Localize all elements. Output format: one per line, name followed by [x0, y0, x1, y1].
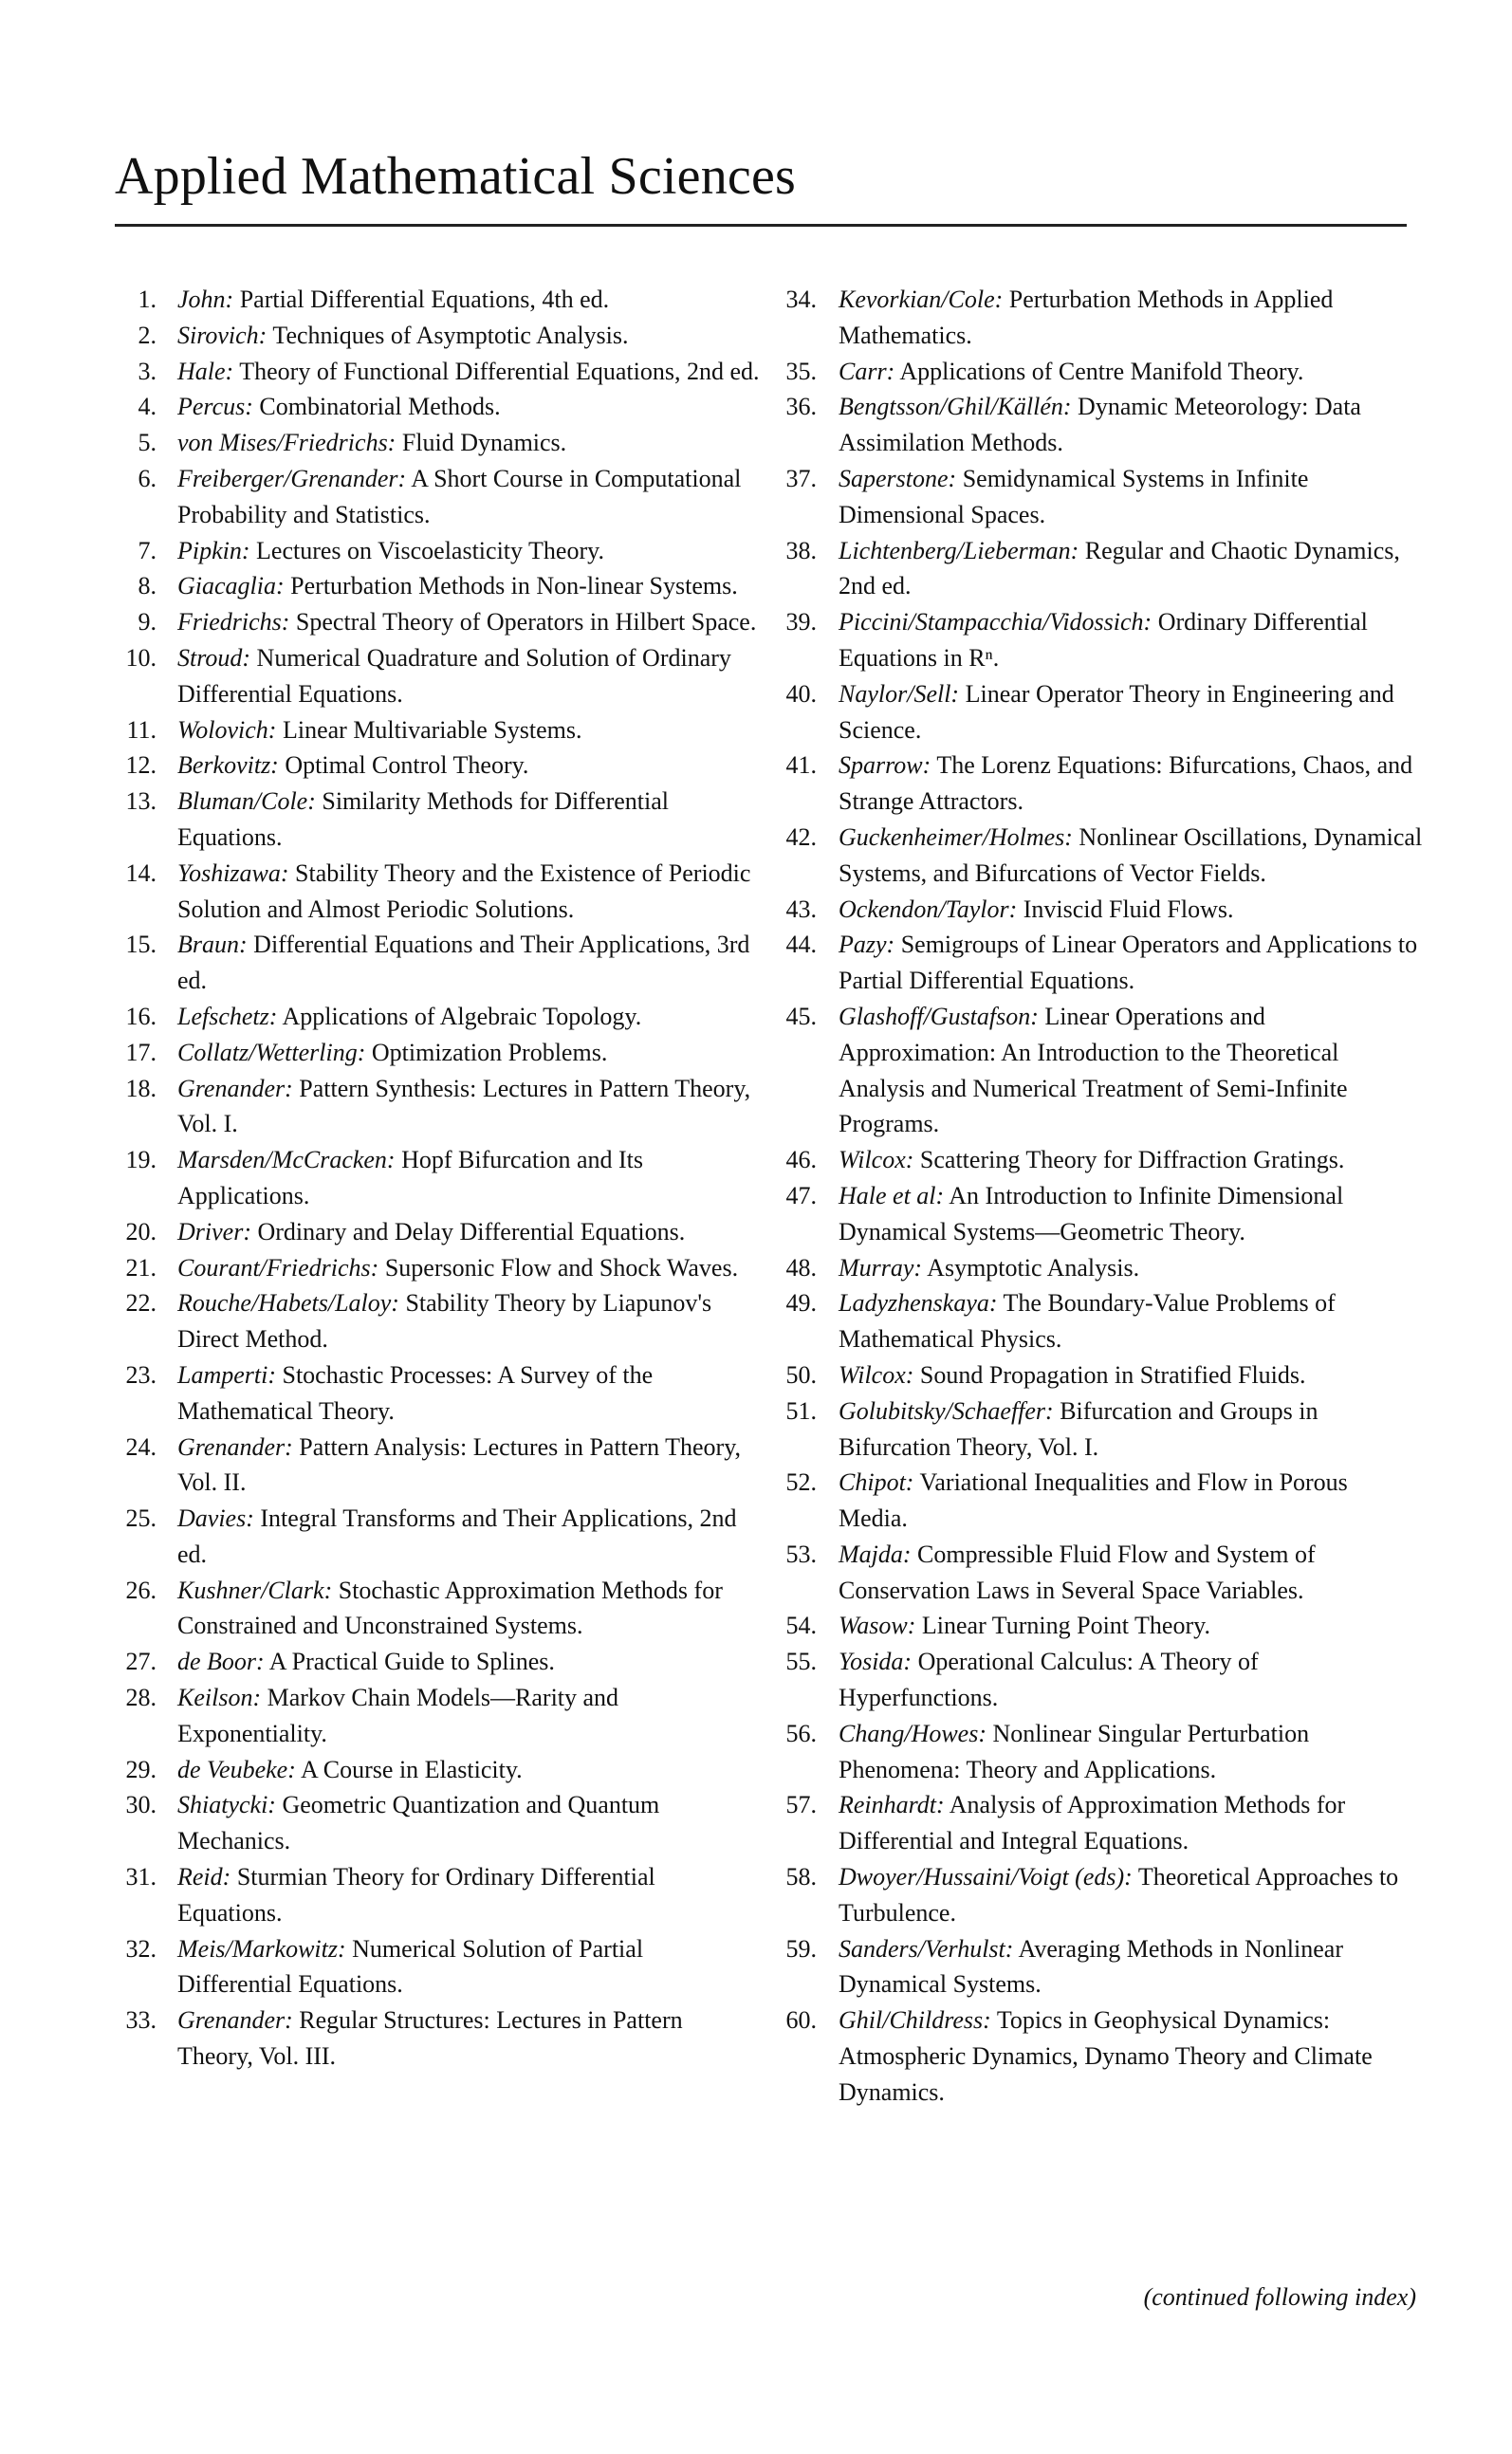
- entry-number: 50.: [785, 1360, 817, 1389]
- series-entry: [115, 1357, 760, 1430]
- series-entry: [115, 389, 760, 425]
- entry-number: 43.: [785, 895, 817, 923]
- entry-title: Semigroups of Linear Operators and Applications to Partial Differential Equations.: [839, 931, 1418, 995]
- series-entry: [115, 1250, 760, 1286]
- series-entry: [768, 892, 1423, 928]
- entry-title: Optimal Control Theory.: [285, 751, 529, 780]
- entry-number: 44.: [785, 931, 817, 959]
- entry-author: Lefschetz:: [177, 1002, 278, 1030]
- entry-number: 48.: [785, 1253, 817, 1282]
- entry-title: Linear Operations and Approximation: An Introduction to the Theoretical Analysis and Numerical Treatment of Semi-Infinite Programs.: [839, 1002, 1348, 1138]
- entry-title: Applications of Algebraic Topology.: [282, 1002, 642, 1030]
- series-entry: [115, 604, 760, 640]
- entry-author: Naylor/Sell:: [839, 679, 960, 708]
- entry-title: A Short Course in Computational Probability and Statistics.: [177, 464, 742, 528]
- entry-author: Reinhardt:: [839, 1791, 945, 1819]
- entry-author: Wilcox:: [839, 1360, 914, 1389]
- entry-author: Chipot:: [839, 1468, 914, 1497]
- series-entry: [115, 1142, 760, 1214]
- entry-author: Berkovitz:: [177, 751, 279, 780]
- series-entry: [768, 1644, 1423, 1716]
- entry-number: 34.: [785, 286, 817, 313]
- series-entry: [768, 354, 1423, 390]
- entry-title: Stability Theory and the Existence of Periodic Solution and Almost Periodic Solutions.: [177, 858, 751, 923]
- entry-author: Giacaglia:: [177, 572, 285, 600]
- series-entry: [768, 1285, 1423, 1357]
- series-entry: [768, 927, 1423, 999]
- series-entry: [768, 1357, 1423, 1393]
- entry-title: Linear Multivariable Systems.: [282, 715, 582, 744]
- entry-number: 36.: [785, 393, 817, 421]
- entry-author: Shiatycki:: [177, 1791, 276, 1819]
- series-entry: [768, 676, 1423, 748]
- entry-title: Spectral Theory of Operators in Hilbert Space.: [295, 608, 757, 637]
- entry-author: Driver:: [177, 1217, 251, 1245]
- entry-number: 12.: [125, 751, 157, 780]
- entry-author: Ladyzhenskaya:: [839, 1289, 998, 1318]
- entry-title: Numerical Solution of Partial Differential Equations.: [177, 1934, 644, 1999]
- entry-author: Davies:: [177, 1504, 254, 1533]
- series-entry: [768, 1716, 1423, 1788]
- series-entry: [768, 604, 1423, 676]
- entry-author: Hale:: [177, 357, 234, 385]
- page-title: Applied Mathematical Sciences: [115, 147, 796, 206]
- entry-author: Friedrichs:: [177, 608, 290, 637]
- series-entry: [115, 747, 760, 784]
- entry-number: 60.: [785, 2006, 817, 2035]
- entry-title: Sturmian Theory for Ordinary Differential Equations.: [177, 1863, 655, 1927]
- entry-author: de Boor:: [177, 1648, 265, 1676]
- entry-title: Stochastic Processes: A Survey of the Mathematical Theory.: [177, 1360, 654, 1425]
- entry-number: 41.: [785, 751, 817, 780]
- entry-number: 22.: [125, 1289, 157, 1318]
- entry-title: Sound Propagation in Stratified Fluids.: [919, 1360, 1306, 1389]
- entry-title: Dynamic Meteorology: Data Assimilation Methods.: [839, 393, 1361, 457]
- entry-author: Ghil/Childress:: [839, 2006, 991, 2035]
- entry-title: The Lorenz Equations: Bifurcations, Chaos, and Strange Attractors.: [839, 751, 1413, 816]
- series-entry: [115, 425, 760, 461]
- series-entry: [768, 461, 1423, 533]
- entry-author: Sparrow:: [839, 751, 931, 780]
- entry-title: Analysis of Approximation Methods for Differential and Integral Equations.: [839, 1791, 1346, 1855]
- entry-title: Bifurcation and Groups in Bifurcation Theory, Vol. I.: [839, 1396, 1318, 1461]
- entry-number: 40.: [785, 679, 817, 708]
- series-entry: [768, 1859, 1423, 1931]
- series-entry: [768, 282, 1423, 354]
- entry-title: Optimization Problems.: [371, 1038, 608, 1066]
- entry-author: Marsden/McCracken:: [177, 1146, 396, 1174]
- entry-title: Pattern Analysis: Lectures in Pattern Theory, Vol. II.: [177, 1432, 742, 1497]
- entry-number: 27.: [125, 1648, 157, 1676]
- series-entry: [768, 389, 1423, 461]
- series-entry: [115, 1787, 760, 1859]
- entry-number: 18.: [125, 1074, 157, 1102]
- entry-number: 32.: [125, 1934, 157, 1963]
- series-entry: [768, 2002, 1423, 2110]
- entry-number: 20.: [125, 1217, 157, 1245]
- series-entry: [115, 640, 760, 712]
- series-entry: [115, 712, 760, 748]
- entry-title: Fluid Dynamics.: [401, 429, 567, 457]
- entry-number: 33.: [125, 2006, 157, 2035]
- entry-title: Ordinary and Delay Differential Equations.: [257, 1217, 686, 1245]
- entry-title: Nonlinear Singular Perturbation Phenomena: Theory and Applications.: [839, 1719, 1310, 1783]
- series-entry: [115, 2002, 760, 2075]
- entry-number: 52.: [785, 1468, 817, 1497]
- entry-title: Partial Differential Equations, 4th ed.: [239, 286, 610, 313]
- entry-author: Grenander:: [177, 1432, 293, 1461]
- entry-number: 24.: [125, 1432, 157, 1461]
- entry-title: Integral Transforms and Their Applications, 2nd ed.: [177, 1504, 737, 1568]
- entry-author: Majda:: [839, 1540, 912, 1568]
- entry-number: 25.: [125, 1504, 157, 1533]
- series-list-right: [768, 282, 1423, 2111]
- entry-title: Numerical Quadrature and Solution of Ordinary Differential Equations.: [177, 643, 731, 708]
- entry-number: 14.: [125, 858, 157, 887]
- series-entry: [115, 999, 760, 1035]
- series-list-left: [115, 282, 760, 2075]
- entry-title: Inviscid Fluid Flows.: [1023, 895, 1234, 923]
- entry-author: Yoshizawa:: [177, 858, 289, 887]
- series-entry: [115, 1285, 760, 1357]
- entry-number: 10.: [125, 643, 157, 672]
- entry-author: Chang/Howes:: [839, 1719, 986, 1747]
- entry-title: Ordinary Differential Equations in Rⁿ.: [839, 608, 1368, 672]
- entry-number: 45.: [785, 1002, 817, 1030]
- entry-title: Techniques of Asymptotic Analysis.: [272, 321, 629, 349]
- entry-title: Compressible Fluid Flow and System of Conservation Laws in Several Space Variables.: [839, 1540, 1316, 1604]
- series-entry: [115, 1644, 760, 1680]
- entry-number: 11.: [126, 715, 157, 744]
- continuation-note: (continued following index): [1143, 2283, 1416, 2311]
- entry-title: Regular Structures: Lectures in Pattern Theory, Vol. III.: [177, 2006, 683, 2071]
- series-entry: [115, 1214, 760, 1250]
- entry-author: Rouche/Habets/Laloy:: [177, 1289, 399, 1318]
- entry-title: Scattering Theory for Diffraction Gratings.: [919, 1146, 1345, 1174]
- entry-title: Topics in Geophysical Dynamics: Atmospheric Dynamics, Dynamo Theory and Climate Dynamics.: [839, 2006, 1373, 2106]
- entry-author: Percus:: [177, 393, 253, 421]
- entry-number: 39.: [785, 608, 817, 637]
- entry-number: 3.: [138, 357, 157, 385]
- entry-title: Markov Chain Models—Rarity and Exponentiality.: [177, 1684, 619, 1747]
- series-entry: [768, 1931, 1423, 2003]
- series-entry: [115, 1035, 760, 1071]
- series-entry: [115, 568, 760, 604]
- entry-number: 57.: [785, 1791, 817, 1819]
- entry-author: Wolovich:: [177, 715, 277, 744]
- entry-title: Pattern Synthesis: Lectures in Pattern Theory, Vol. I.: [177, 1074, 751, 1138]
- entry-author: Sirovich:: [177, 321, 267, 349]
- entry-author: Stroud:: [177, 643, 251, 672]
- series-entry: [768, 1537, 1423, 1609]
- entry-title: Variational Inequalities and Flow in Porous Media.: [839, 1468, 1348, 1533]
- entry-author: Wasow:: [839, 1612, 916, 1640]
- entry-title: Perturbation Methods in Applied Mathematics.: [839, 286, 1334, 349]
- entry-number: 38.: [785, 536, 817, 564]
- series-entry: [768, 1787, 1423, 1859]
- entry-title: Hopf Bifurcation and Its Applications.: [177, 1146, 643, 1209]
- entry-author: Collatz/Wetterling:: [177, 1038, 366, 1066]
- entry-author: Reid:: [177, 1863, 231, 1891]
- series-entry: [768, 820, 1423, 892]
- series-entry: [115, 927, 760, 999]
- entry-author: Lichtenberg/Lieberman:: [839, 536, 1079, 564]
- entry-number: 35.: [785, 357, 817, 385]
- entry-number: 4.: [138, 393, 157, 421]
- entry-title: Stochastic Approximation Methods for Constrained and Unconstrained Systems.: [177, 1576, 723, 1640]
- entry-author: von Mises/Friedrichs:: [177, 429, 396, 457]
- series-entry: [115, 461, 760, 533]
- entry-author: Murray:: [839, 1253, 923, 1282]
- series-entry: [768, 747, 1423, 820]
- entry-number: 46.: [785, 1146, 817, 1174]
- series-entry: [115, 533, 760, 569]
- entry-author: Piccini/Stampacchia/Vidossich:: [839, 608, 1152, 637]
- entry-title: The Boundary-Value Problems of Mathematical Physics.: [839, 1289, 1336, 1354]
- entry-author: Dwoyer/Hussaini/Voigt (eds):: [839, 1863, 1133, 1891]
- entry-author: Sanders/Verhulst:: [839, 1934, 1014, 1963]
- series-entry: [768, 1142, 1423, 1178]
- entry-author: Hale et al:: [839, 1181, 945, 1209]
- entry-author: Yosida:: [839, 1648, 913, 1676]
- series-entry: [115, 1071, 760, 1143]
- entry-title: Semidynamical Systems in Infinite Dimensional Spaces.: [839, 464, 1309, 528]
- entry-number: 8.: [138, 572, 157, 600]
- series-entry: [115, 318, 760, 354]
- entry-author: Freiberger/Grenander:: [177, 464, 407, 492]
- entry-title: Linear Operator Theory in Engineering and Science.: [839, 679, 1394, 744]
- series-entry: [115, 1859, 760, 1931]
- entry-title: Asymptotic Analysis.: [927, 1253, 1140, 1282]
- entry-title: Linear Turning Point Theory.: [921, 1612, 1210, 1640]
- entry-title: Perturbation Methods in Non-linear Systems.: [290, 572, 738, 600]
- entry-number: 19.: [125, 1146, 157, 1174]
- series-entry: [768, 999, 1423, 1142]
- entry-title: Nonlinear Oscillations, Dynamical Systems, and Bifurcations of Vector Fields.: [839, 822, 1423, 887]
- entry-author: Courant/Friedrichs:: [177, 1253, 379, 1282]
- entry-title: A Course in Elasticity.: [300, 1755, 523, 1783]
- entry-author: Golubitsky/Schaeffer:: [839, 1396, 1054, 1425]
- entry-number: 7.: [138, 536, 157, 564]
- entry-author: Grenander:: [177, 2006, 293, 2035]
- entry-title: Similarity Methods for Differential Equations.: [177, 787, 669, 851]
- series-entry: [115, 354, 760, 390]
- entry-title: Differential Equations and Their Applications, 3rd ed.: [177, 931, 750, 995]
- entry-number: 54.: [785, 1612, 817, 1640]
- entry-number: 16.: [125, 1002, 157, 1030]
- entry-author: Grenander:: [177, 1074, 293, 1102]
- entry-number: 6.: [138, 464, 157, 492]
- entry-title: Theoretical Approaches to Turbulence.: [839, 1863, 1399, 1927]
- series-entry: [768, 1250, 1423, 1286]
- entry-title: Averaging Methods in Nonlinear Dynamical Systems.: [839, 1934, 1343, 1999]
- entry-author: de Veubeke:: [177, 1755, 296, 1783]
- entry-number: 17.: [125, 1038, 157, 1066]
- entry-number: 42.: [785, 822, 817, 851]
- entry-author: Kevorkian/Cole:: [839, 286, 1004, 313]
- entry-author: John:: [177, 286, 234, 313]
- entry-number: 58.: [785, 1863, 817, 1891]
- entry-number: 2.: [138, 321, 157, 349]
- entry-number: 15.: [125, 931, 157, 959]
- entry-number: 5.: [138, 429, 157, 457]
- entry-number: 13.: [125, 787, 157, 816]
- entry-number: 59.: [785, 1934, 817, 1963]
- series-entry: [115, 1573, 760, 1645]
- entry-number: 55.: [785, 1648, 817, 1676]
- entry-number: 28.: [125, 1684, 157, 1712]
- entry-number: 53.: [785, 1540, 817, 1568]
- entry-title: Supersonic Flow and Shock Waves.: [384, 1253, 739, 1282]
- series-entry: [115, 282, 760, 318]
- entry-number: 47.: [785, 1181, 817, 1209]
- entry-title: Operational Calculus: A Theory of Hyperfunctions.: [839, 1648, 1259, 1712]
- entry-title: Regular and Chaotic Dynamics, 2nd ed.: [839, 536, 1400, 600]
- series-entry: [768, 533, 1423, 605]
- series-entry: [115, 784, 760, 856]
- entry-author: Glashoff/Gustafson:: [839, 1002, 1039, 1030]
- entry-number: 51.: [785, 1396, 817, 1425]
- entry-author: Kushner/Clark:: [177, 1576, 333, 1604]
- entry-author: Saperstone:: [839, 464, 957, 492]
- entry-number: 9.: [138, 608, 157, 637]
- entry-title: Geometric Quantization and Quantum Mechanics.: [177, 1791, 660, 1855]
- entry-author: Guckenheimer/Holmes:: [839, 822, 1073, 851]
- entry-number: 56.: [785, 1719, 817, 1747]
- series-entry: [115, 1501, 760, 1573]
- series-entry: [115, 1931, 760, 2003]
- series-entry: [768, 1178, 1423, 1250]
- entry-number: 49.: [785, 1289, 817, 1318]
- entry-author: Keilson:: [177, 1684, 262, 1712]
- entry-number: 31.: [125, 1863, 157, 1891]
- entry-author: Pipkin:: [177, 536, 250, 564]
- series-entry: [115, 1680, 760, 1752]
- entry-number: 23.: [125, 1360, 157, 1389]
- entry-author: Bengtsson/Ghil/Källén:: [839, 393, 1072, 421]
- entry-number: 30.: [125, 1791, 157, 1819]
- series-entry: [768, 1393, 1423, 1466]
- entry-author: Ockendon/Taylor:: [839, 895, 1018, 923]
- series-entry: [115, 856, 760, 928]
- entry-title: Combinatorial Methods.: [259, 393, 501, 421]
- entry-title: Applications of Centre Manifold Theory.: [899, 357, 1304, 385]
- entry-title: A Practical Guide to Splines.: [268, 1648, 555, 1676]
- entry-number: 26.: [125, 1576, 157, 1604]
- entry-author: Lamperti:: [177, 1360, 276, 1389]
- entry-author: Wilcox:: [839, 1146, 914, 1174]
- entry-title: Lectures on Viscoelasticity Theory.: [256, 536, 604, 564]
- entry-author: Braun:: [177, 931, 248, 959]
- series-entry: [768, 1608, 1423, 1644]
- series-entry: [768, 1465, 1423, 1537]
- series-entry: [115, 1430, 760, 1502]
- entry-number: 1.: [138, 286, 157, 313]
- entry-author: Bluman/Cole:: [177, 787, 316, 816]
- entry-author: Meis/Markowitz:: [177, 1934, 346, 1963]
- entry-number: 29.: [125, 1755, 157, 1783]
- series-entry: [115, 1752, 760, 1788]
- entry-author: Carr:: [839, 357, 895, 385]
- entry-title: An Introduction to Infinite Dimensional Dynamical Systems—Geometric Theory.: [839, 1181, 1344, 1245]
- entry-title: Stability Theory by Liapunov's Direct Method.: [177, 1289, 712, 1354]
- entry-title: Theory of Functional Differential Equations, 2nd ed.: [239, 357, 760, 385]
- entry-number: 37.: [785, 464, 817, 492]
- entry-number: 21.: [125, 1253, 157, 1282]
- title-rule: [115, 224, 1407, 227]
- entry-author: Pazy:: [839, 931, 895, 959]
